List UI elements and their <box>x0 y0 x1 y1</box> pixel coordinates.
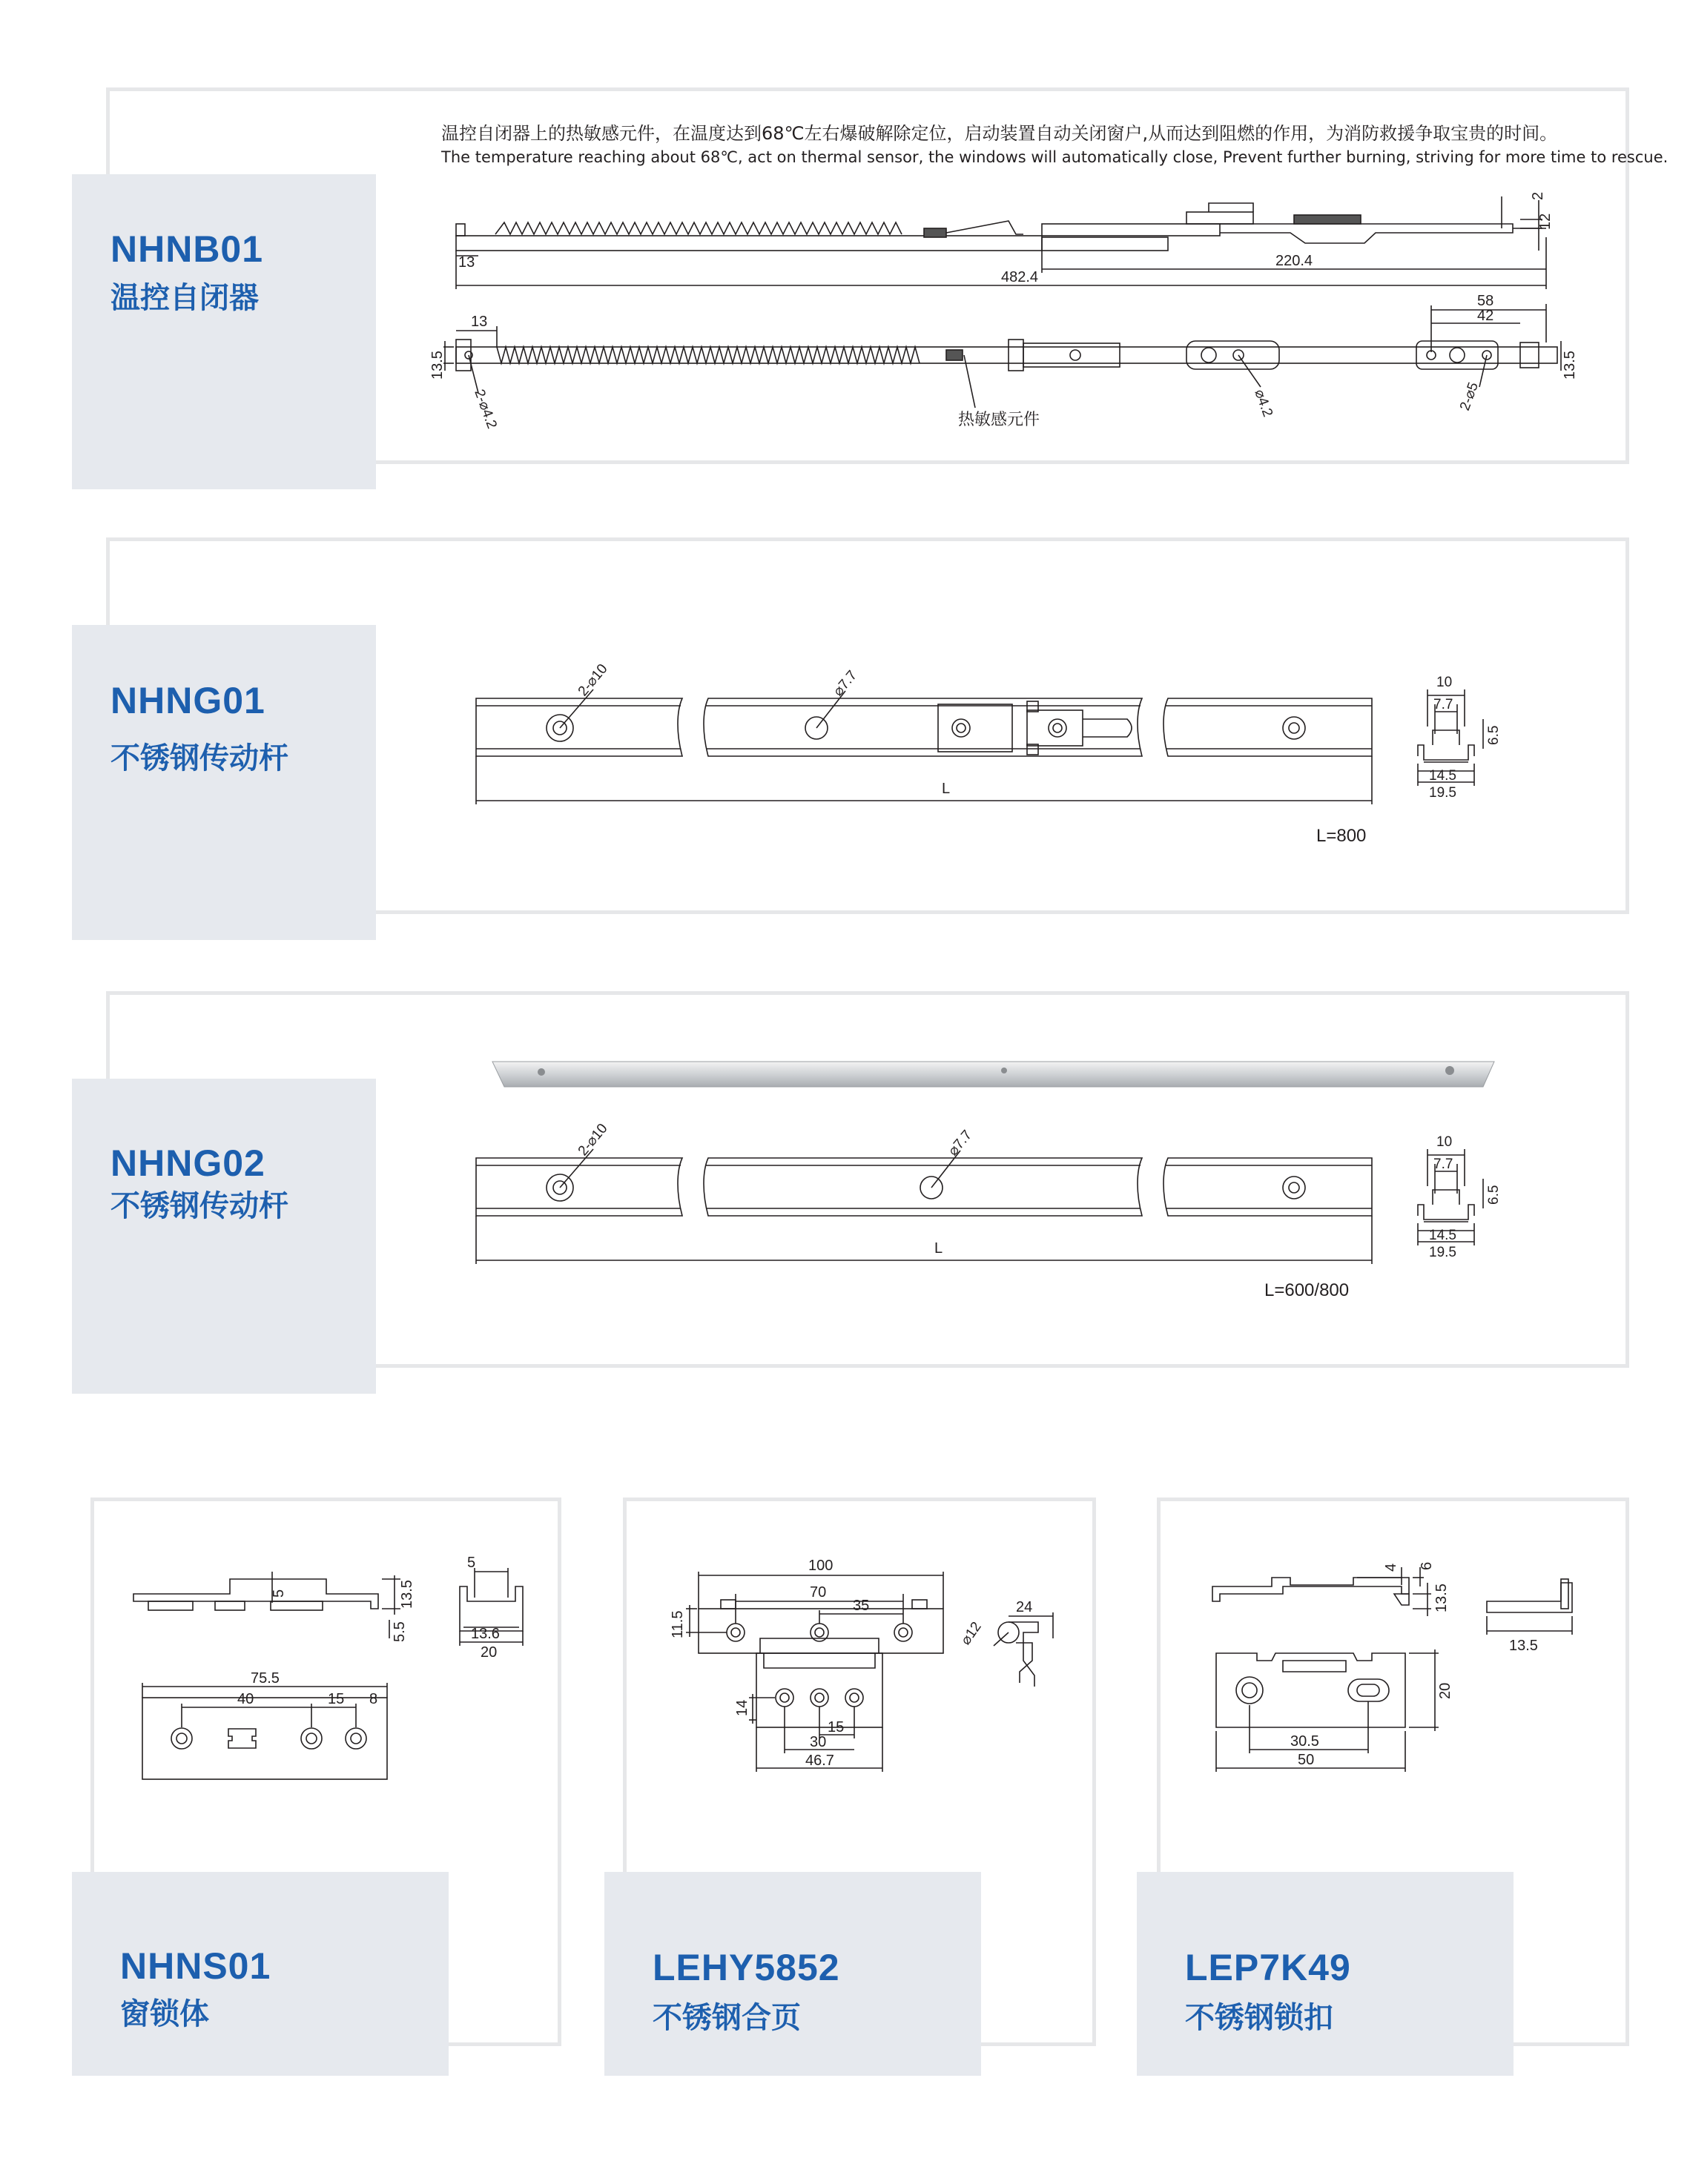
dim-30-5: 30.5 <box>1290 1733 1319 1750</box>
description-chinese: 温控自闭器上的热敏感元件，在温度达到68℃左右爆破解除定位，启动装置自动关闭窗户,从而达到阻燃的作用，为消防救援争取宝贵的时间。 <box>441 123 1558 144</box>
length-spec: L=600/800 <box>1264 1280 1350 1300</box>
description-english: The temperature reaching about 68℃, act on thermal sensor, the windows will automatically close, Prevent further burning, striving for more time to rescue. <box>441 148 1668 166</box>
dim-13-5: 13.5 <box>399 1580 415 1609</box>
dim-50: 50 <box>1298 1752 1315 1768</box>
dim-42: 42 <box>1477 308 1494 324</box>
dim-hole-7-7: ⌀7.7 <box>945 1127 976 1159</box>
dim-hole-12: ⌀12 <box>957 1619 985 1648</box>
dim-hole-5: 2-⌀5 <box>1456 380 1482 413</box>
nhng02-technical-drawing <box>460 1112 1502 1305</box>
dim-30: 30 <box>810 1734 827 1750</box>
dim-5-5: 5.5 <box>392 1621 408 1642</box>
card-nhns01-label-panel <box>72 1872 449 2076</box>
nhng02-product-photo <box>489 1056 1498 1093</box>
section-nhnb01-label-panel <box>72 174 376 489</box>
dim-length-L: L <box>942 781 951 797</box>
dim-19-5: 19.5 <box>1429 1245 1456 1260</box>
dim-5-b: 5 <box>271 1589 287 1598</box>
product-name: 不锈钢传动杆 <box>110 1189 288 1223</box>
dim-5: 5 <box>467 1555 476 1571</box>
product-code: NHNS01 <box>120 1945 271 1987</box>
dim-19-5: 19.5 <box>1429 785 1456 801</box>
dim-14-5: 14.5 <box>1429 1228 1456 1243</box>
dim-13-top: 13 <box>471 314 488 330</box>
dim-10: 10 <box>1436 675 1453 690</box>
dim-13-5-b: 13.5 <box>1509 1638 1538 1654</box>
dim-35: 35 <box>853 1598 870 1614</box>
lehy5852-technical-drawing <box>653 1549 1083 1846</box>
product-name: 不锈钢锁扣 <box>1185 2001 1333 2035</box>
dim-15: 15 <box>328 1691 345 1707</box>
dim-46-7: 46.7 <box>805 1753 834 1769</box>
dim-4: 4 <box>1383 1563 1399 1572</box>
section-nhng02-label-panel <box>72 1079 376 1394</box>
dim-20: 20 <box>1437 1682 1453 1699</box>
dim-482-4: 482.4 <box>1001 269 1039 285</box>
product-code: NHNG02 <box>110 1142 265 1184</box>
dim-7-7: 7.7 <box>1433 697 1453 712</box>
dim-40: 40 <box>237 1691 254 1707</box>
product-name: 窗锁体 <box>120 1997 209 2031</box>
dim-11-5: 11.5 <box>670 1610 686 1638</box>
dim-75-5: 75.5 <box>251 1670 280 1687</box>
dim-hole-10: 2-⌀10 <box>575 661 611 700</box>
dim-hole-7-7: ⌀7.7 <box>830 667 861 700</box>
dim-10: 10 <box>1436 1134 1453 1150</box>
dim-hole-4-2-b: ⌀4.2 <box>1251 387 1275 420</box>
dim-7-7: 7.7 <box>1433 1156 1453 1172</box>
product-code: LEHY5852 <box>653 1947 840 1988</box>
dim-hole-4-2: 2-⌀4.2 <box>471 387 500 431</box>
dim-100: 100 <box>808 1558 834 1574</box>
nhng01-technical-drawing <box>460 652 1502 845</box>
dim-58: 58 <box>1477 293 1494 309</box>
product-name: 不锈钢合页 <box>653 2001 801 2035</box>
product-code: LEP7K49 <box>1185 1947 1351 1988</box>
dim-6: 6 <box>1419 1561 1435 1570</box>
nhnb01-technical-drawing <box>430 185 1602 437</box>
thermal-sensor-label: 热敏感元件 <box>958 411 1040 429</box>
dim-13-5-a: 13.5 <box>1433 1584 1450 1612</box>
section-nhng01-label-panel <box>72 625 376 940</box>
dim-2: 2 <box>1530 191 1546 200</box>
dim-14: 14 <box>734 1699 750 1716</box>
dim-15: 15 <box>828 1719 845 1735</box>
dim-70: 70 <box>810 1584 827 1601</box>
dim-14-5: 14.5 <box>1429 768 1456 784</box>
card-lehy5852-label-panel <box>604 1872 981 2076</box>
dim-hole-10: 2-⌀10 <box>575 1120 611 1159</box>
dim-12: 12 <box>1537 213 1554 230</box>
dim-6-5: 6.5 <box>1486 725 1502 745</box>
dim-13-6: 13.6 <box>471 1626 500 1642</box>
dim-length-L: L <box>934 1240 943 1257</box>
dim-13: 13 <box>458 254 475 271</box>
dim-13-5-right: 13.5 <box>1562 351 1578 380</box>
dim-13-5-left: 13.5 <box>429 351 446 380</box>
product-code: NHNG01 <box>110 680 265 721</box>
lep7k49-technical-drawing <box>1186 1549 1617 1816</box>
dim-20: 20 <box>481 1644 498 1661</box>
nhns01-technical-drawing <box>126 1549 541 1801</box>
dim-6-5: 6.5 <box>1486 1185 1502 1205</box>
dim-220-4: 220.4 <box>1275 253 1313 269</box>
product-name: 温控自闭器 <box>110 281 259 315</box>
product-code: NHNB01 <box>110 228 264 270</box>
dim-8: 8 <box>369 1691 378 1707</box>
dim-24: 24 <box>1016 1599 1033 1615</box>
card-lep7k49-label-panel <box>1137 1872 1514 2076</box>
length-spec: L=800 <box>1316 826 1367 846</box>
product-name: 不锈钢传动杆 <box>110 741 288 775</box>
